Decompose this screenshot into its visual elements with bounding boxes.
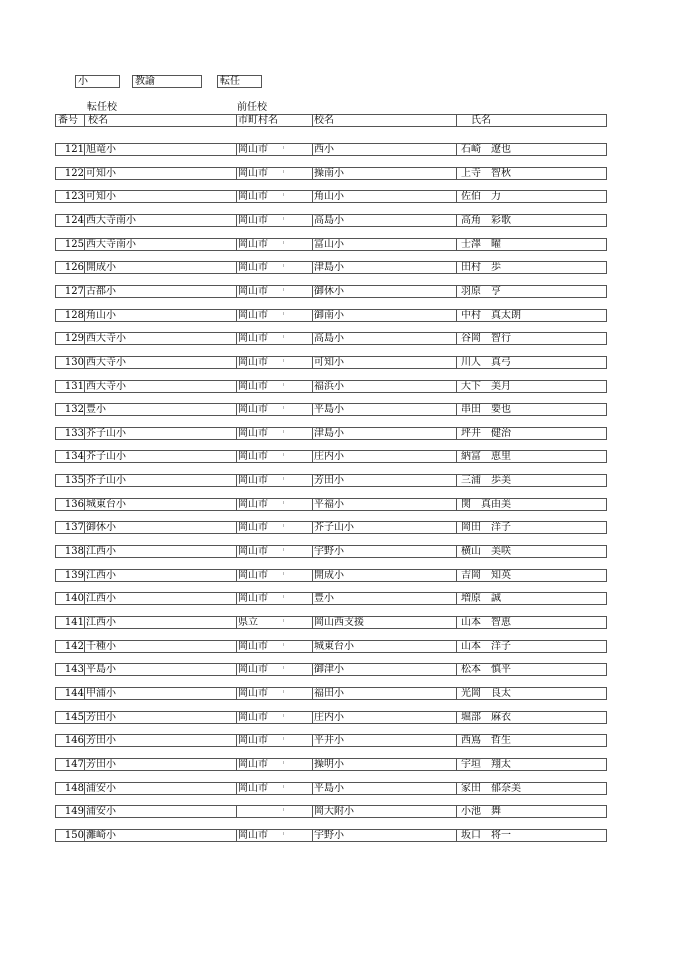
- row-school: 開成小: [86, 262, 116, 273]
- row-city: 岡山市: [238, 570, 268, 581]
- table-row: [55, 474, 607, 487]
- row-city: 岡山市: [238, 451, 268, 462]
- row-school: 角山小: [86, 310, 116, 321]
- row-prev-school: 可知小: [314, 357, 344, 368]
- table-row: [55, 356, 607, 369]
- row-city: 岡山市: [238, 333, 268, 344]
- row-number: 133: [64, 428, 84, 439]
- row-school: 芥子山小: [86, 451, 126, 462]
- row-number: 148: [64, 783, 84, 794]
- row-name: 山本 智恵: [461, 617, 511, 628]
- row-prev-school: 操南小: [314, 168, 344, 179]
- table-row: [55, 592, 607, 605]
- row-name: 宇垣 翔太: [461, 759, 511, 770]
- row-prev-school: 平福小: [314, 499, 344, 510]
- row-name: 横山 美咲: [461, 546, 511, 557]
- row-school: 芥子山小: [86, 475, 126, 486]
- header-city: 市町村名: [238, 115, 278, 126]
- row-number: 124: [64, 215, 84, 226]
- row-school: 可知小: [86, 168, 116, 179]
- row-city: 岡山市: [238, 546, 268, 557]
- row-number: 142: [64, 641, 84, 652]
- row-prev-school: 庄内小: [314, 451, 344, 462]
- row-school: 浦安小: [86, 806, 116, 817]
- row-school: 西大寺小: [86, 357, 126, 368]
- row-prev-school: 城東台小: [314, 641, 354, 652]
- row-prev-school: 津島小: [314, 428, 344, 439]
- row-city: 岡山市: [238, 783, 268, 794]
- row-number: 123: [64, 191, 84, 202]
- row-city: 岡山市: [238, 428, 268, 439]
- row-prev-school: 宇野小: [314, 546, 344, 557]
- type-value: 転任: [220, 76, 240, 87]
- row-school: 平島小: [86, 664, 116, 675]
- row-name: 関 真由美: [461, 499, 511, 510]
- position-box: [132, 75, 202, 88]
- table-row: [55, 261, 607, 274]
- header-prev-school: 校名: [314, 115, 334, 126]
- row-city: 岡山市: [238, 286, 268, 297]
- row-school: 芥子山小: [86, 428, 126, 439]
- row-name: 谷岡 智行: [461, 333, 511, 344]
- level-box: [75, 75, 120, 88]
- row-name: 上寺 智秋: [461, 168, 511, 179]
- row-city: 岡山市: [238, 499, 268, 510]
- row-name: 坪井 健治: [461, 428, 511, 439]
- row-prev-school: 御休小: [314, 286, 344, 297]
- row-number: 131: [64, 381, 84, 392]
- row-city: 岡山市: [238, 475, 268, 486]
- row-city: 岡山市: [238, 215, 268, 226]
- row-number: 122: [64, 168, 84, 179]
- row-name: 堀部 麻衣: [461, 712, 511, 723]
- row-prev-school: 福浜小: [314, 381, 344, 392]
- table-header: [55, 114, 607, 127]
- table-row: [55, 238, 607, 251]
- row-name: 石崎 遼也: [461, 144, 511, 155]
- row-number: 121: [64, 144, 84, 155]
- row-prev-school: 高島小: [314, 215, 344, 226]
- row-school: 江西小: [86, 617, 116, 628]
- row-school: 旭竜小: [86, 144, 116, 155]
- row-number: 141: [64, 617, 84, 628]
- prev-school-group-label: 前任校: [237, 102, 267, 113]
- row-name: 坂口 将一: [461, 830, 511, 841]
- row-prev-school: 平井小: [314, 735, 344, 746]
- row-name: 吉岡 知英: [461, 570, 511, 581]
- table-row: [55, 285, 607, 298]
- row-school: 西大寺小: [86, 333, 126, 344]
- row-name: 山本 洋子: [461, 641, 511, 652]
- new-school-group-label: 転任校: [87, 102, 117, 113]
- table-row: [55, 332, 607, 345]
- row-school: 城東台小: [86, 499, 126, 510]
- row-school: 古都小: [86, 286, 116, 297]
- row-prev-school: 西小: [314, 144, 334, 155]
- table-row: [55, 640, 607, 653]
- row-name: 三浦 歩美: [461, 475, 511, 486]
- row-school: 芳田小: [86, 735, 116, 746]
- row-prev-school: 平島小: [314, 783, 344, 794]
- table-row: [55, 498, 607, 511]
- row-name: 光岡 良太: [461, 688, 511, 699]
- table-row: [55, 545, 607, 558]
- row-prev-school: 庄内小: [314, 712, 344, 723]
- type-box: [217, 75, 262, 88]
- row-school: 可知小: [86, 191, 116, 202]
- row-name: 田村 歩: [461, 262, 501, 273]
- table-row: [55, 734, 607, 747]
- row-number: 150: [64, 830, 84, 841]
- table-row: [55, 805, 607, 818]
- row-city: 岡山市: [238, 664, 268, 675]
- row-city: 岡山市: [238, 735, 268, 746]
- row-city: 岡山市: [238, 712, 268, 723]
- row-name: 中村 真太朗: [461, 310, 521, 321]
- row-name: 岡田 洋子: [461, 522, 511, 533]
- row-number: 136: [64, 499, 84, 510]
- row-school: 浦安小: [86, 783, 116, 794]
- table-row: [55, 143, 607, 156]
- table-row: [55, 380, 607, 393]
- header-number: 番号: [58, 115, 78, 126]
- row-name: 羽原 亨: [461, 286, 501, 297]
- row-school: 江西小: [86, 593, 116, 604]
- row-school: 江西小: [86, 546, 116, 557]
- row-city: 岡山市: [238, 522, 268, 533]
- row-school: 芳田小: [86, 712, 116, 723]
- row-number: 139: [64, 570, 84, 581]
- row-number: 149: [64, 806, 84, 817]
- level-value: 小: [78, 76, 88, 87]
- row-school: 西大寺南小: [86, 239, 136, 250]
- header-name: 氏名: [471, 115, 491, 126]
- row-number: 135: [64, 475, 84, 486]
- row-prev-school: 御南小: [314, 310, 344, 321]
- row-prev-school: 岡大附小: [314, 806, 354, 817]
- row-number: 145: [64, 712, 84, 723]
- row-school: 芳田小: [86, 759, 116, 770]
- table-row: [55, 711, 607, 724]
- table-row: [55, 758, 607, 771]
- row-prev-school: 富山小: [314, 239, 344, 250]
- row-prev-school: 角山小: [314, 191, 344, 202]
- row-number: 137: [64, 522, 84, 533]
- row-name: 串田 要也: [461, 404, 511, 415]
- row-number: 144: [64, 688, 84, 699]
- row-prev-school: 御津小: [314, 664, 344, 675]
- row-name: 西嶌 哲生: [461, 735, 511, 746]
- row-number: 128: [64, 310, 84, 321]
- row-school: 西大寺南小: [86, 215, 136, 226]
- table-row: [55, 167, 607, 180]
- row-city: 岡山市: [238, 144, 268, 155]
- row-city: 県立: [238, 617, 258, 628]
- row-number: 146: [64, 735, 84, 746]
- row-city: 岡山市: [238, 310, 268, 321]
- row-number: 127: [64, 286, 84, 297]
- row-prev-school: 操明小: [314, 759, 344, 770]
- row-name: 川人 真弓: [461, 357, 511, 368]
- table-row: [55, 309, 607, 322]
- row-school: 灘崎小: [86, 830, 116, 841]
- header-school: 校名: [88, 115, 108, 126]
- row-name: 松本 慎平: [461, 664, 511, 675]
- row-prev-school: 宇野小: [314, 830, 344, 841]
- row-city: 岡山市: [238, 191, 268, 202]
- row-number: 134: [64, 451, 84, 462]
- row-prev-school: 福田小: [314, 688, 344, 699]
- row-name: 高角 彩歌: [461, 215, 511, 226]
- row-school: 豊小: [86, 404, 106, 415]
- row-school: 御休小: [86, 522, 116, 533]
- row-city: 岡山市: [238, 830, 268, 841]
- row-number: 125: [64, 239, 84, 250]
- row-city: 岡山市: [238, 688, 268, 699]
- row-prev-school: 芳田小: [314, 475, 344, 486]
- row-city: 岡山市: [238, 262, 268, 273]
- row-number: 138: [64, 546, 84, 557]
- row-name: 士澤 曜: [461, 239, 501, 250]
- row-number: 126: [64, 262, 84, 273]
- table-row: [55, 782, 607, 795]
- row-name: 増原 誠: [461, 593, 501, 604]
- row-number: 143: [64, 664, 84, 675]
- table-row: [55, 427, 607, 440]
- table-row: [55, 190, 607, 203]
- table-row: [55, 687, 607, 700]
- table-row: [55, 569, 607, 582]
- table-row: [55, 663, 607, 676]
- table-row: [55, 214, 607, 227]
- table-row: [55, 403, 607, 416]
- row-number: 140: [64, 593, 84, 604]
- row-prev-school: 岡山西支援: [314, 617, 364, 628]
- row-prev-school: 豊小: [314, 593, 334, 604]
- row-name: 大下 美月: [461, 381, 511, 392]
- row-number: 129: [64, 333, 84, 344]
- row-school: 甲浦小: [86, 688, 116, 699]
- row-school: 千種小: [86, 641, 116, 652]
- row-number: 130: [64, 357, 84, 368]
- row-city: 岡山市: [238, 641, 268, 652]
- row-name: 佐伯 力: [461, 191, 501, 202]
- row-name: 納富 恵里: [461, 451, 511, 462]
- table-row: [55, 521, 607, 534]
- row-city: 岡山市: [238, 239, 268, 250]
- row-school: 西大寺小: [86, 381, 126, 392]
- row-city: 岡山市: [238, 168, 268, 179]
- row-city: [238, 806, 310, 817]
- row-school: 江西小: [86, 570, 116, 581]
- table-row: [55, 616, 607, 629]
- row-city: 岡山市: [238, 381, 268, 392]
- row-city: 岡山市: [238, 404, 268, 415]
- row-city: 岡山市: [238, 593, 268, 604]
- position-value: 教諭: [135, 76, 155, 87]
- row-number: 132: [64, 404, 84, 415]
- table-row: [55, 829, 607, 842]
- table-row: [55, 450, 607, 463]
- row-name: 家田 郁奈美: [461, 783, 521, 794]
- row-prev-school: 平島小: [314, 404, 344, 415]
- row-name: 小池 舞: [461, 806, 501, 817]
- row-city: 岡山市: [238, 357, 268, 368]
- row-prev-school: 高島小: [314, 333, 344, 344]
- row-prev-school: 津島小: [314, 262, 344, 273]
- row-prev-school: 開成小: [314, 570, 344, 581]
- row-number: 147: [64, 759, 84, 770]
- row-city: 岡山市: [238, 759, 268, 770]
- row-prev-school: 芥子山小: [314, 522, 354, 533]
